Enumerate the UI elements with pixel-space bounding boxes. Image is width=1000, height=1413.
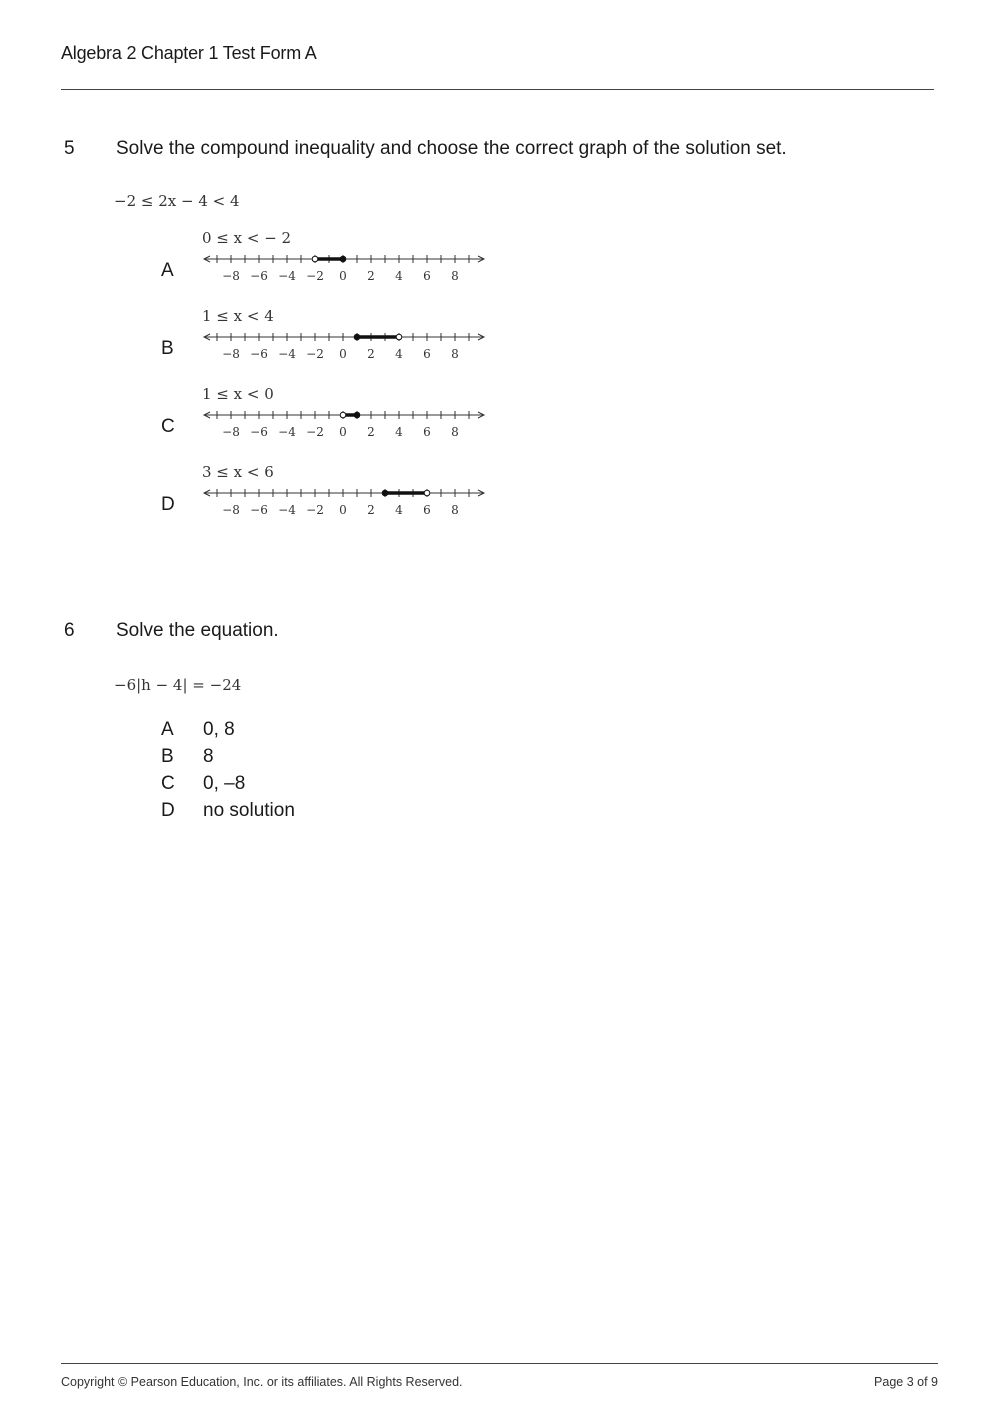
tick-label: 4 [395,269,403,283]
tick-label: 0 [339,503,347,517]
number-line-graph-d [198,479,490,519]
tick-label: 2 [367,503,375,517]
tick-label: −6 [250,425,268,439]
q6-choice-c-text[interactable]: 0, –8 [203,773,246,794]
question-5-number: 5 [64,138,75,159]
q5-choice-a-inequality: 0 ≤ x < − 2 [202,229,292,247]
tick-label: 6 [423,269,431,283]
tick-label: 2 [367,425,375,439]
tick-label: 6 [423,425,431,439]
number-line-graph-b [198,323,490,363]
tick-label: −4 [278,269,296,283]
tick-label: 4 [395,425,403,439]
tick-label: 0 [339,425,347,439]
closed-endpoint [354,412,360,418]
tick-label: 8 [451,425,459,439]
question-6-number: 6 [64,620,75,641]
tick-label: 8 [451,503,459,517]
tick-label: 2 [367,347,375,361]
q6-choice-a-text[interactable]: 0, 8 [203,719,235,740]
tick-label: −8 [222,425,240,439]
question-5-prompt: Solve the compound inequality and choose the correct graph of the solution set. [116,138,787,159]
q5-choice-a-letter[interactable]: A [161,260,174,281]
tick-label: −6 [250,503,268,517]
tick-label: 8 [451,269,459,283]
q5-choice-b-inequality: 1 ≤ x < 4 [202,307,274,325]
question-6-prompt: Solve the equation. [116,620,279,641]
q5-choice-c-letter[interactable]: C [161,416,175,437]
tick-label: 0 [339,269,347,283]
header-rule [61,89,934,90]
question-5-expression: −2 ≤ 2x − 4 < 4 [114,192,240,210]
tick-label: −8 [222,503,240,517]
open-endpoint [340,412,346,418]
q5-choice-d-inequality: 3 ≤ x < 6 [202,463,274,481]
tick-label: −8 [222,269,240,283]
q6-choice-b-letter[interactable]: B [161,746,174,767]
q5-choice-b-letter[interactable]: B [161,338,174,359]
number-line-graph-c [198,401,490,441]
q6-choice-b-text[interactable]: 8 [203,746,214,767]
tick-label: 6 [423,503,431,517]
question-6-expression: −6|h − 4| = −24 [114,676,242,694]
tick-label: −2 [306,269,324,283]
q6-choice-d-letter[interactable]: D [161,800,175,821]
tick-label: −2 [306,503,324,517]
page-title: Algebra 2 Chapter 1 Test Form A [61,43,317,63]
tick-label: 4 [395,503,403,517]
q6-choice-a-letter[interactable]: A [161,719,174,740]
open-endpoint [396,334,402,340]
tick-label: 4 [395,347,403,361]
closed-endpoint [340,256,346,262]
open-endpoint [312,256,318,262]
tick-label: −8 [222,347,240,361]
tick-label: 8 [451,347,459,361]
tick-label: 6 [423,347,431,361]
tick-label: −6 [250,347,268,361]
footer-rule [61,1363,938,1364]
page-number: Page 3 of 9 [874,1375,938,1389]
tick-label: −4 [278,425,296,439]
number-line-graph-a [198,245,490,285]
q6-choice-d-text[interactable]: no solution [203,800,295,821]
closed-endpoint [382,490,388,496]
tick-label: 2 [367,269,375,283]
tick-label: −4 [278,503,296,517]
tick-label: 0 [339,347,347,361]
q6-choice-c-letter[interactable]: C [161,773,175,794]
closed-endpoint [354,334,360,340]
tick-label: −4 [278,347,296,361]
copyright-notice: Copyright © Pearson Education, Inc. or its affiliates. All Rights Reserved. [61,1375,463,1389]
tick-label: −2 [306,425,324,439]
open-endpoint [424,490,430,496]
tick-label: −6 [250,269,268,283]
q5-choice-c-inequality: 1 ≤ x < 0 [202,385,274,403]
tick-label: −2 [306,347,324,361]
q5-choice-d-letter[interactable]: D [161,494,175,515]
